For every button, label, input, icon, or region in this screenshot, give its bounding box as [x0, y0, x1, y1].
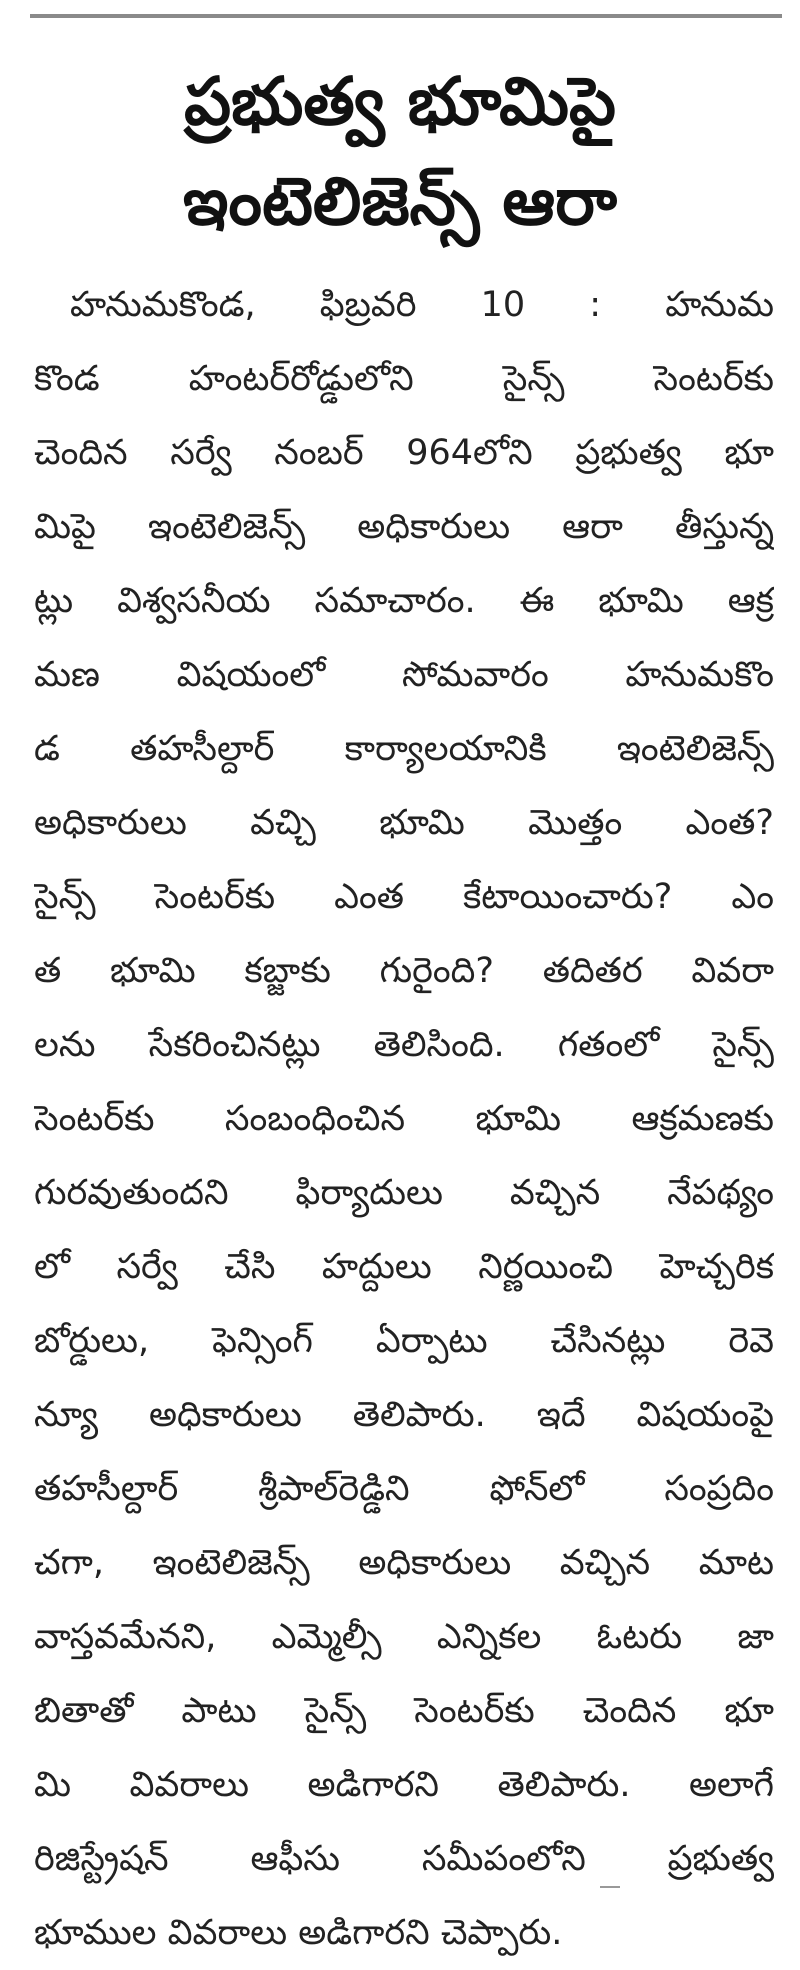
- body-line: చగా, ఇంటెలిజెన్స్ అధికారులు వచ్చిన మాట: [34, 1543, 774, 1583]
- body-line: మి వివరాలు అడిగారని తెలిపారు. అలాగే: [34, 1765, 774, 1805]
- body-line: సెంటర్‌కు సంబంధించిన భూమి ఆక్రమణకు: [34, 1099, 774, 1139]
- body-line: మిపై ఇంటెలిజెన్స్ అధికారులు ఆరా తీస్తున్న: [34, 507, 774, 547]
- body-line: తహసీల్దార్ శ్రీపాల్‌రెడ్డిని ఫోన్‌లో సంప్రదిం: [34, 1469, 774, 1509]
- body-line: మణ విషయంలో సోమవారం హనుమకొం: [34, 655, 774, 695]
- body-line: హనుమకొండ, ఫిబ్రవరి 10 : హనుమ: [70, 285, 774, 325]
- body-line: బోర్డులు, ఫెన్సింగ్ ఏర్పాటు చేసినట్లు రెవె: [34, 1321, 774, 1361]
- body-line: న్యూ అధికారులు తెలిపారు. ఇదే విషయంపై: [34, 1395, 774, 1435]
- headline-line-1: ప్రభుత్వ భూమిపై: [184, 63, 616, 140]
- body-line: వాస్తవమేనని, ఎమ్మెల్సీ ఎన్నికల ఓటరు జా: [34, 1617, 774, 1657]
- headline-line-2: ఇంటెలిజెన్స్ ఆరా: [183, 163, 617, 240]
- body-line: భూముల వివరాలు అడిగారని చెప్పారు.: [34, 1913, 563, 1953]
- article-headline: [0, 52, 800, 252]
- column-end-mark: [600, 1886, 620, 1894]
- body-line: అధికారులు వచ్చి భూమి మొత్తం ఎంత?: [34, 803, 774, 843]
- body-line: రిజిస్ట్రేషన్ ఆఫీసు సమీపంలోని ప్రభుత్వ: [34, 1839, 774, 1879]
- body-line: డ తహసీల్దార్ కార్యాలయానికి ఇంటెలిజెన్స్: [34, 729, 774, 769]
- body-line: లో సర్వే చేసి హద్దులు నిర్ణయించి హెచ్చరిక: [34, 1247, 774, 1287]
- body-line: చెందిన సర్వే నంబర్ 964లోని ప్రభుత్వ భూ: [34, 433, 774, 473]
- body-line: గురవుతుందని ఫిర్యాదులు వచ్చిన నేపథ్యం: [34, 1173, 774, 1213]
- body-line: ట్లు విశ్వసనీయ సమాచారం. ఈ భూమి ఆక్ర: [34, 581, 774, 621]
- body-line: త భూమి కబ్జాకు గురైంది? తదితర వివరా: [34, 951, 774, 991]
- article-body: [34, 268, 774, 1970]
- body-line: బితాతో పాటు సైన్స్ సెంటర్‌కు చెందిన భూ: [34, 1691, 774, 1731]
- top-divider-rule: [30, 14, 782, 18]
- body-line: సైన్స్ సెంటర్‌కు ఎంత కేటాయించారు? ఎం: [34, 877, 774, 917]
- body-line: కొండ హంటర్‌రోడ్డులోని సైన్స్ సెంటర్‌కు: [34, 359, 774, 399]
- body-line: లను సేకరించినట్లు తెలిసింది. గతంలో సైన్స్: [34, 1025, 774, 1065]
